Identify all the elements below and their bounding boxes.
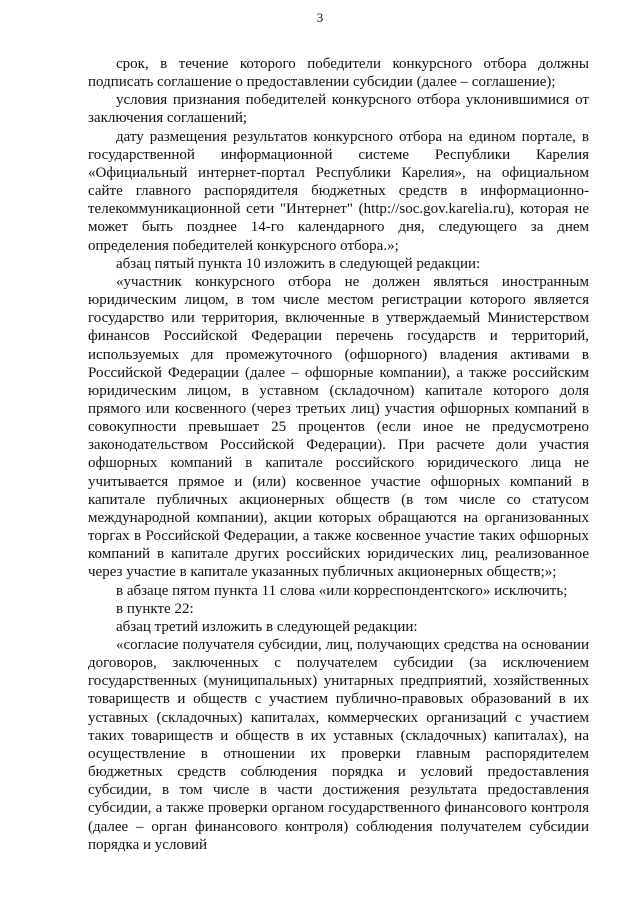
paragraph-clause-11-amendment: в абзаце пятом пункта 11 слова «или корреспондентского» исключить; <box>116 582 568 599</box>
paragraph-clause-10-amendment: абзац пятый пункта 10 изложить в следующей редакции: <box>116 255 481 272</box>
paragraph-signing-deadline: срок, в течение которого победители конкурсного отбора должны подписать соглашение о предоставлении субсидии (далее – соглашение); <box>88 56 589 91</box>
document-body <box>88 55 589 854</box>
paragraph-results-publication-date: дату размещения результатов конкурсного отбора на едином портале, в государственной информационной системе Республики Карелия «Официальный интернет-портал Республики Карелия», на официальном сайте главного распорядителя бюджетных средств в информационно-телекоммуникационной сети "Интернет" (http://soc.gov.karelia.ru), которая не может быть позднее 14-го календарного дня, следующего за днем определения победителей конкурсного отбора.»; <box>88 128 589 254</box>
paragraph-offshore-requirement: «участник конкурсного отбора не должен являться иностранным юридическим лицом, в том числе местом регистрации которого является государство или территория, включенные в утверждаемый Министерством финансов Российской Федерации перечень государств и территорий, используемых для промежуточного (офшорного) владения активами в Российской Федерации (далее – офшорные компании), а также российским юридическим лицом, в уставном (складочном) капитале которого доля прямого или косвенного (через третьих лиц) участия офшорных компаний в совокупности превышает 25 процентов (если иное не предусмотрено законодательством Российской Федерации). При расчете доли участия офшорных компаний в капитале российского юридического лица не учитывается прямое и (или) косвенное участие офшорных компаний в капитале публичных акционерных обществ (в том числе со статусом международной компании), акции которых обращаются на организованных торгах в Российской Федерации, а также косвенное участие таких офшорных компаний в капитале других российских юридических лиц, реализованное через участие в капитале указанных публичных акционерных обществ;»; <box>88 273 589 581</box>
paragraph-clause-22-heading: в пункте 22: <box>116 600 194 617</box>
paragraph-third-subclause-amendment: абзац третий изложить в следующей редакции: <box>116 618 418 635</box>
paragraph-inspection-consent: «согласие получателя субсидии, лиц, получающих средства на основании договоров, заключенных с получателем субсидии (за исключением государственных (муниципальных) унитарных предприятий, хозяйственных товариществ и обществ с участием публично-правовых образований в их уставных (складочных) капиталах, коммерческих организаций с участием таких товариществ и обществ в их уставных (складочных) капиталах), на осуществление в отношении их проверки главным распорядителем бюджетных средств соблюдения порядка и условий предоставления субсидии, в том числе в части достижения результата предоставления субсидии, а также проверки органом государственного финансового контроля (далее – орган финансового контроля) соблюдения получателем субсидии порядка и условий <box>88 637 589 853</box>
page-number: 3 <box>316 10 324 25</box>
paragraph-evasion-conditions: условия признания победителей конкурсного отбора уклонившимися от заключения соглашений; <box>88 92 589 127</box>
